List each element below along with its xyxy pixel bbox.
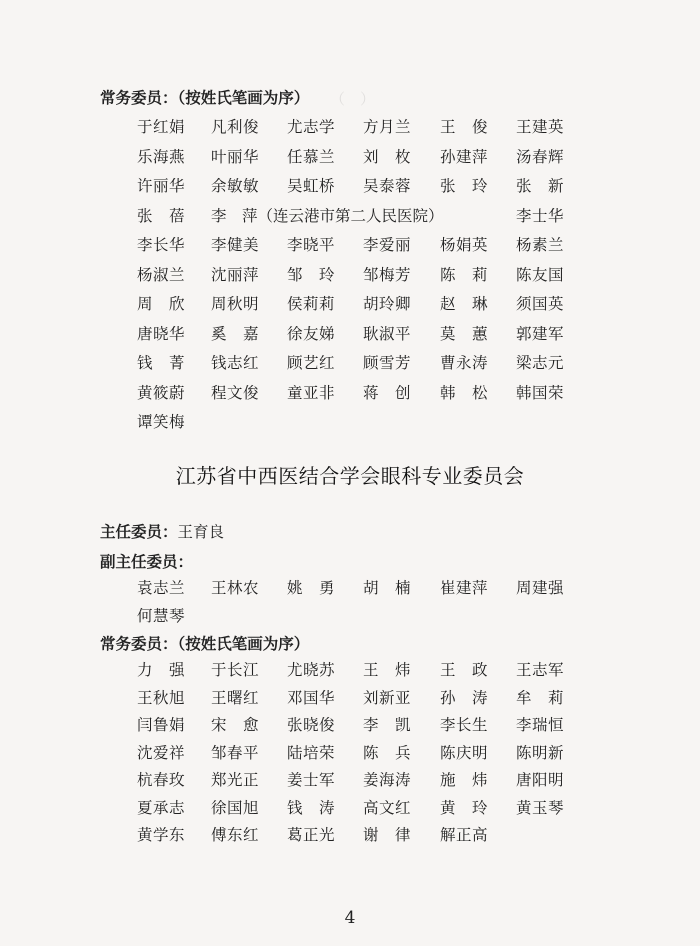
member-name: 周秋明	[211, 295, 260, 313]
member-name: 童亚非	[287, 383, 336, 402]
member-name: 黄筱蔚	[137, 383, 186, 402]
member-name: 张 蓓	[137, 206, 186, 225]
member-name: 张晓俊	[287, 716, 336, 734]
member-name: 韩 松	[440, 383, 489, 402]
member-name: 吴虹桥	[287, 177, 336, 195]
member-name: 吴泰蓉	[363, 177, 412, 195]
member-row	[0, 713, 700, 737]
member-name: 唐晓华	[137, 324, 186, 343]
member-name: 李 萍（连云港市第二人民医院）	[211, 206, 444, 225]
director-name: 王育良	[177, 523, 225, 541]
member-row	[0, 381, 700, 405]
member-name: 葛正光	[287, 826, 336, 844]
member-name: 陆培荣	[287, 743, 336, 762]
member-name: 王 炜	[363, 661, 412, 679]
member-name: 曹永涛	[440, 354, 489, 372]
member-name: 解正高	[440, 826, 489, 844]
section1-standing-heading: 常务委员：（按姓氏笔画为序）	[100, 88, 310, 107]
member-row	[0, 410, 700, 434]
member-name: 胡玲卿	[363, 295, 412, 313]
member-name: 杭春玫	[137, 771, 186, 789]
committee-title: 江苏省中西医结合学会眼科专业委员会	[175, 464, 525, 488]
member-name: 尤志学	[287, 118, 336, 136]
member-name: 周 欣	[137, 295, 186, 313]
member-row	[0, 658, 700, 682]
section2-standing-heading: 常务委员：（按姓氏笔画为序）	[100, 634, 310, 653]
member-name: 李健美	[211, 236, 260, 254]
member-name: 顾雪芳	[363, 354, 412, 372]
page-number: 4	[344, 908, 356, 928]
member-name: 李长华	[137, 236, 186, 254]
member-name: 于红娟	[137, 118, 186, 136]
member-name: 李爱丽	[363, 236, 412, 254]
member-name: 陈 莉	[440, 265, 489, 284]
member-name: 须国英	[516, 295, 565, 313]
member-name: 陈明新	[516, 743, 565, 762]
member-name: 尤晓苏	[287, 661, 336, 679]
member-name: 孙 涛	[440, 688, 489, 707]
member-name: 于长江	[211, 661, 260, 679]
member-row	[0, 115, 700, 139]
member-name: 傅东红	[211, 826, 260, 844]
member-row	[0, 768, 700, 792]
member-name: 闫鲁娟	[137, 716, 186, 734]
member-name: 韩国荣	[516, 383, 565, 402]
member-name: 李瑞恒	[516, 716, 565, 734]
member-name: 沈丽萍	[211, 265, 260, 284]
member-name: 姚 勇	[287, 579, 336, 597]
member-name: 李 凯	[363, 716, 412, 734]
member-name: 沈爱祥	[137, 743, 186, 762]
member-name: 王建英	[516, 118, 565, 136]
member-name: 陈庆明	[440, 743, 489, 762]
member-name: 邹 玲	[287, 265, 336, 284]
member-name: 方月兰	[363, 118, 412, 136]
member-name: 崔建萍	[440, 579, 489, 597]
member-name: 余敏敏	[211, 177, 260, 195]
member-name: 夏承志	[137, 798, 186, 817]
member-name: 邓国华	[287, 688, 336, 707]
member-row	[0, 292, 700, 316]
member-name: 唐阳明	[516, 771, 565, 789]
director-label: 主任委员：	[100, 522, 178, 541]
member-name: 许丽华	[137, 177, 186, 195]
member-name: 程文俊	[211, 383, 260, 402]
member-name: 谭笑梅	[137, 413, 186, 431]
member-row	[0, 322, 700, 346]
member-name: 王秋旭	[137, 688, 186, 707]
member-name: 奚 嘉	[211, 324, 260, 343]
member-name: 王曙红	[211, 688, 260, 707]
member-name: 黄玉琴	[516, 798, 565, 817]
member-name: 陈 兵	[363, 743, 412, 762]
member-row	[0, 174, 700, 198]
member-name: 张 玲	[440, 177, 489, 195]
member-name: 邹春平	[211, 743, 260, 762]
member-name: 力 强	[137, 661, 186, 679]
member-name: 高文红	[363, 798, 412, 817]
member-name: 刘新亚	[363, 688, 412, 707]
member-name: 乐海燕	[137, 147, 186, 166]
member-name: 姜士军	[287, 771, 336, 789]
member-name: 顾艺红	[287, 354, 336, 372]
member-row	[0, 741, 700, 765]
member-name: 杨淑兰	[137, 265, 186, 284]
member-name: 王 政	[440, 661, 489, 679]
bleed-through-text: （ ）	[330, 90, 376, 108]
member-name: 何慧琴	[137, 607, 186, 625]
vice-director-heading: 副主任委员：	[100, 552, 194, 571]
member-name: 牟 莉	[516, 688, 565, 707]
member-row	[0, 233, 700, 257]
member-name: 王 俊	[440, 118, 489, 136]
member-name: 黄学东	[137, 826, 186, 844]
member-name: 徐国旭	[211, 798, 260, 817]
member-name: 姜海涛	[363, 771, 412, 789]
member-name: 李士华	[516, 206, 565, 225]
member-name: 钱志红	[211, 354, 260, 372]
member-name: 胡 楠	[363, 579, 412, 597]
member-name: 李晓平	[287, 236, 336, 254]
member-row	[0, 145, 700, 169]
member-name: 黄 玲	[440, 798, 489, 817]
member-name: 蒋 创	[363, 383, 412, 402]
director-line	[100, 520, 224, 542]
member-name: 赵 琳	[440, 295, 489, 313]
member-name: 李长生	[440, 716, 489, 734]
member-name: 谢 律	[363, 826, 412, 844]
member-name: 侯莉莉	[287, 295, 336, 313]
member-name: 耿淑平	[363, 324, 412, 343]
member-name: 郭建军	[516, 324, 565, 343]
member-name: 凡利俊	[211, 118, 260, 136]
member-name: 郑光正	[211, 771, 260, 789]
member-name: 莫 蕙	[440, 324, 489, 343]
member-row	[0, 796, 700, 820]
member-name: 袁志兰	[137, 579, 186, 597]
member-name: 叶丽华	[211, 147, 260, 166]
member-row	[0, 204, 700, 228]
member-row	[0, 576, 700, 600]
member-name: 刘 枚	[363, 147, 412, 166]
member-name: 王志军	[516, 661, 565, 679]
member-name: 梁志元	[516, 354, 565, 372]
member-name: 钱 菁	[137, 354, 186, 372]
member-name: 张 新	[516, 177, 565, 195]
member-row	[0, 604, 700, 628]
member-row	[0, 823, 700, 847]
member-name: 施 炜	[440, 771, 489, 789]
member-name: 周建强	[516, 579, 565, 597]
member-name: 钱 涛	[287, 798, 336, 817]
member-name: 汤春辉	[516, 147, 565, 166]
member-name: 杨娟英	[440, 236, 489, 254]
member-name: 陈友国	[516, 265, 565, 284]
member-name: 杨素兰	[516, 236, 565, 254]
member-row	[0, 686, 700, 710]
member-name: 徐友娣	[287, 324, 336, 343]
member-name: 任慕兰	[287, 147, 336, 166]
member-row	[0, 351, 700, 375]
member-name: 邹梅芳	[363, 265, 412, 284]
member-name: 宋 愈	[211, 716, 260, 734]
member-name: 孙建萍	[440, 147, 489, 166]
member-row	[0, 263, 700, 287]
member-name: 王林农	[211, 579, 260, 597]
